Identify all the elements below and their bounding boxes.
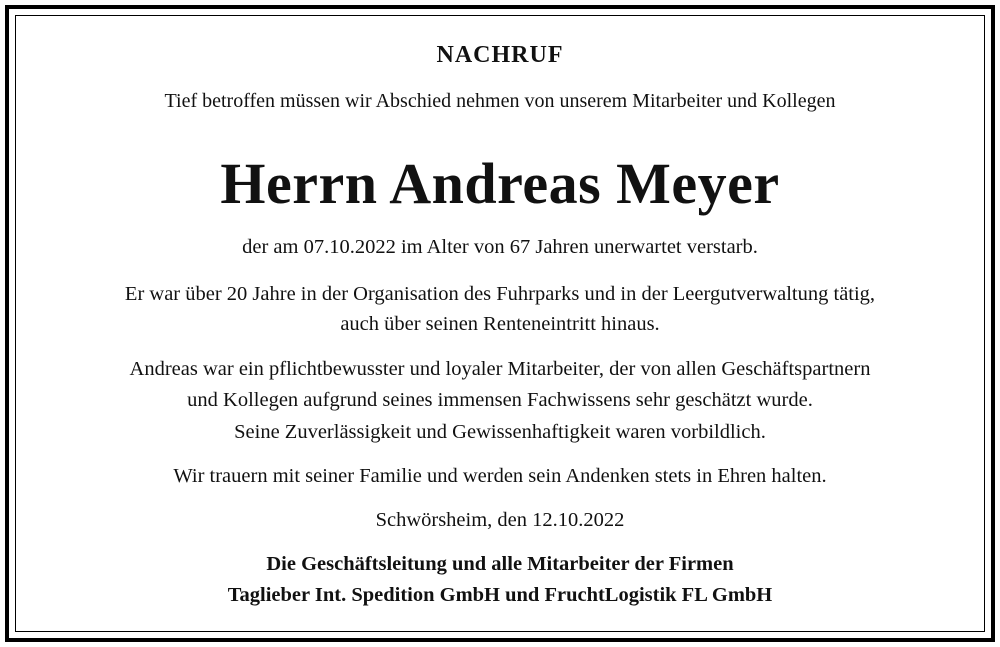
career-line-1: Er war über 20 Jahre in der Organisation des Fuhrparks und in der Leergutverwaltung tätig, bbox=[124, 283, 876, 305]
career-line-2: auch über seinen Renteneintritt hinaus. bbox=[340, 313, 660, 335]
tribute-line-3: Seine Zuverlässigkeit und Gewissenhaftigkeit waren vorbildlich. bbox=[234, 421, 766, 443]
place-date: Schwörsheim, den 12.10.2022 bbox=[375, 509, 625, 531]
notice-heading: NACHRUF bbox=[436, 42, 564, 68]
tribute-line-2: und Kollegen aufgrund seines immensen Fachwissens sehr geschätzt wurde. bbox=[187, 389, 813, 411]
deceased-name: Herrn Andreas Meyer bbox=[220, 151, 780, 216]
intro-text: Tief betroffen müssen wir Abschied nehmen von unserem Mitarbeiter und Kollegen bbox=[164, 90, 836, 112]
mourning-line: Wir trauern mit seiner Familie und werden sein Andenken stets in Ehren halten. bbox=[173, 465, 827, 487]
signature-line-1: Die Geschäftsleitung und alle Mitarbeiter der Firmen bbox=[266, 553, 734, 575]
tribute-line-1: Andreas war ein pflichtbewusster und loyaler Mitarbeiter, der von allen Geschäftspartnern bbox=[129, 358, 871, 380]
death-date-line: der am 07.10.2022 im Alter von 67 Jahren unerwartet verstarb. bbox=[242, 236, 758, 258]
signature-line-2: Taglieber Int. Spedition GmbH und FruchtLogistik FL GmbH bbox=[227, 584, 773, 606]
